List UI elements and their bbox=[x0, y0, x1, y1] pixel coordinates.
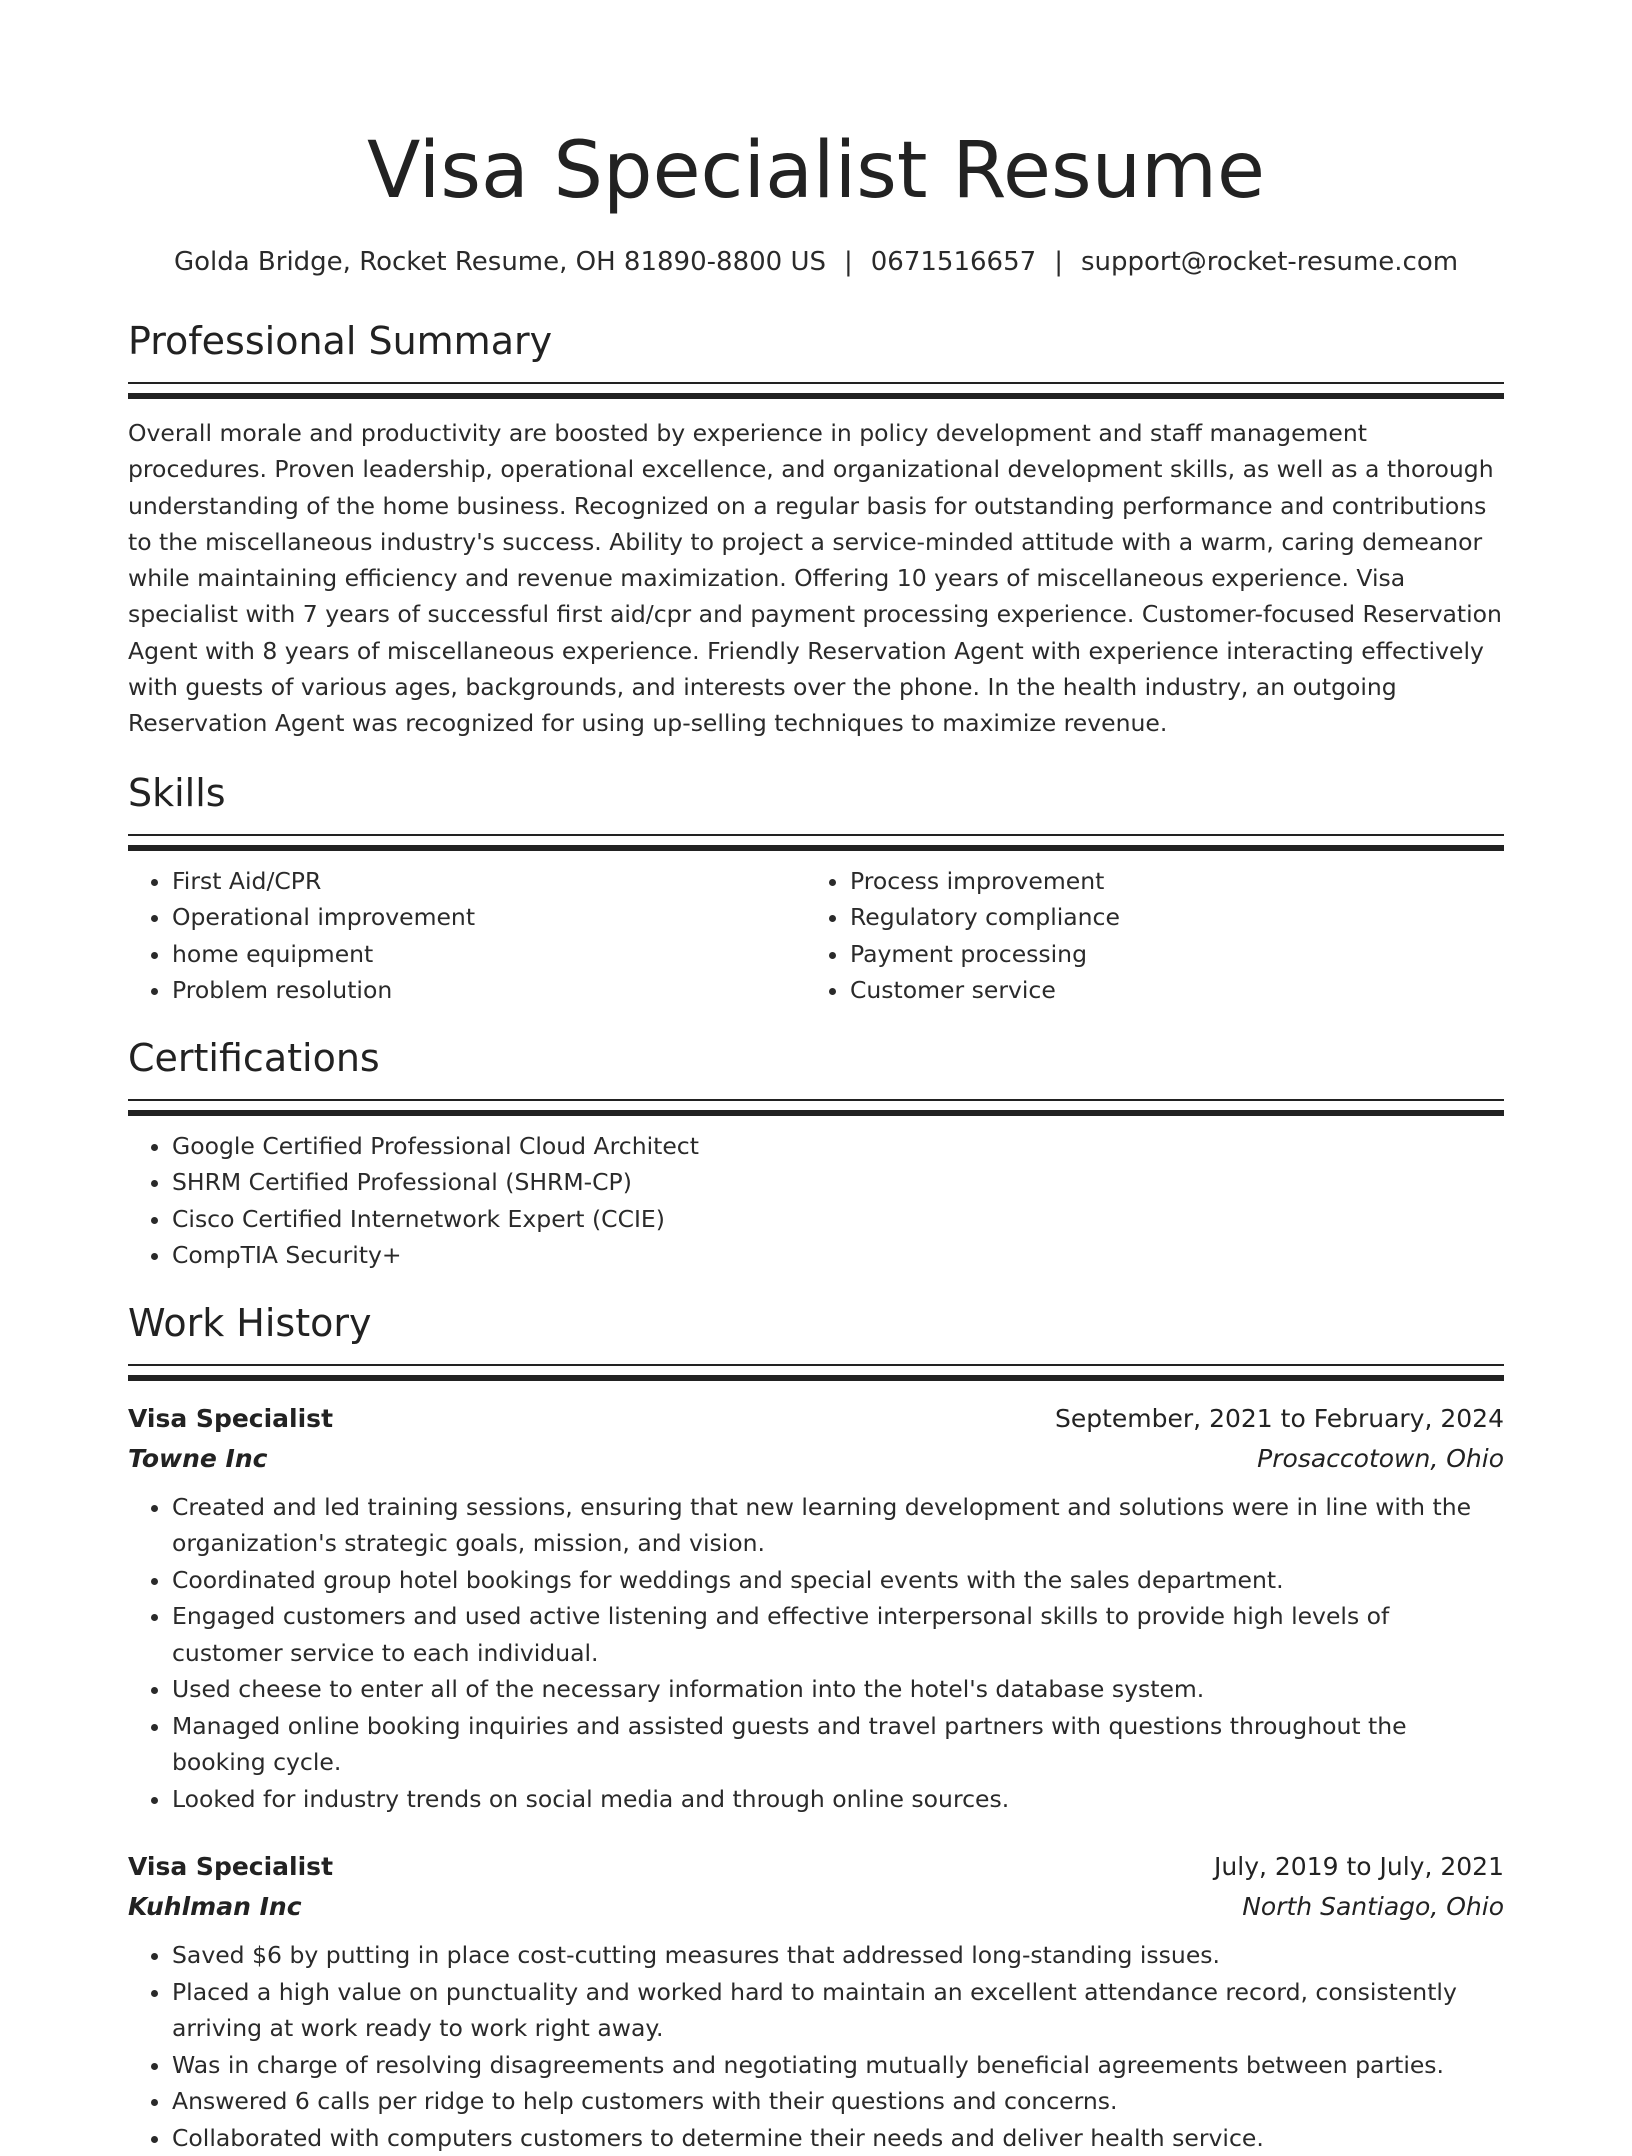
job-entry bbox=[128, 1847, 1504, 2156]
skills-list-left bbox=[128, 863, 806, 1009]
job-duty: • Used cheese to enter all of the necessary information into the hotel's database system. bbox=[172, 1671, 1504, 1708]
section-heading-skills: Skills bbox=[128, 770, 226, 815]
job-duty: • Engaged customers and used active listening and effective interpersonal skills to provide high levels of customer service to each individual. bbox=[172, 1598, 1504, 1671]
job-company: Towne Inc bbox=[128, 1443, 268, 1473]
contact-separator: | bbox=[1054, 247, 1063, 277]
job-title: Visa Specialist bbox=[128, 1852, 334, 1882]
section-heading-certifications: Certifications bbox=[128, 1035, 380, 1080]
skill-item: • home equipment bbox=[172, 936, 806, 973]
contact-phone: 0671516657 bbox=[870, 247, 1037, 277]
job-duty: • Placed a high value on punctuality and worked hard to maintain an excellent attendance record, consistently arriving at work ready to work right away. bbox=[172, 1974, 1504, 2047]
section-heading-summary: Professional Summary bbox=[128, 319, 553, 363]
summary-text: Overall morale and productivity are boosted by experience in policy development and staff management procedures. Proven leadership, operational excellence, and organizational development skills, as well as a thorough understanding of the home business. Recognized on a regular basis for outstanding performance and contributions to the miscellaneous industry's success. Ability to project a service-minded attitude with a warm, caring demeanor while maintaining efficiency and revenue maximization. Offering 10 years of miscellaneous experience. Visa specialist with 7 years of successful first aid/cpr and payment processing experience. Customer-focused Reservation Agent with 8 years of miscellaneous experience. Friendly Reservation Agent with experience interacting effectively with guests of various ages, backgrounds, and interests over the phone. In the health industry, an outgoing Reservation Agent was recognized for using up-selling techniques to maximize revenue. bbox=[128, 419, 1502, 738]
skill-item: • First Aid/CPR bbox=[172, 863, 806, 900]
job-duty: • Managed online booking inquiries and assisted guests and travel partners with questions throughout the booking cycle. bbox=[172, 1708, 1504, 1781]
skill-item: • Process improvement bbox=[850, 863, 1484, 900]
job-dates: July, 2019 to July, 2021 bbox=[1214, 1852, 1504, 1882]
skills-section bbox=[128, 768, 1504, 1009]
job-location: North Santiago, Ohio bbox=[1242, 1892, 1504, 1922]
skill-item: • Customer service bbox=[850, 972, 1484, 1009]
skill-item: • Problem resolution bbox=[172, 972, 806, 1009]
certification-item: • SHRM Certified Professional (SHRM-CP) bbox=[172, 1164, 1504, 1201]
job-duty: • Answered 6 calls per ridge to help customers with their questions and concerns. bbox=[172, 2083, 1504, 2120]
job-dates: September, 2021 to February, 2024 bbox=[1055, 1403, 1504, 1433]
section-divider bbox=[128, 382, 1504, 399]
job-duty: • Was in charge of resolving disagreements and negotiating mutually beneficial agreements between parties. bbox=[172, 2047, 1504, 2084]
job-header bbox=[128, 1847, 1504, 1887]
section-divider bbox=[128, 834, 1504, 851]
certification-item: • Google Certified Professional Cloud Architect bbox=[172, 1128, 1504, 1165]
certification-item: • Cisco Certified Internetwork Expert (CCIE) bbox=[172, 1201, 1504, 1238]
contact-email[interactable]: support@rocket-resume.com bbox=[1080, 247, 1459, 277]
certification-item: • CompTIA Security+ bbox=[172, 1237, 1504, 1274]
job-duty: • Created and led training sessions, ensuring that new learning development and solutions were in line with the organization's strategic goals, mission, and vision. bbox=[172, 1489, 1504, 1562]
page-title: Visa Specialist Resume bbox=[367, 126, 1265, 216]
job-duty: • Looked for industry trends on social media and through online sources. bbox=[172, 1781, 1504, 1818]
contact-address: Golda Bridge, Rocket Resume, OH 81890-8800 US bbox=[173, 247, 826, 277]
skills-list-right bbox=[806, 863, 1484, 1009]
contact-separator: | bbox=[844, 247, 853, 277]
job-company: Kuhlman Inc bbox=[128, 1892, 302, 1922]
job-subheader bbox=[128, 1439, 1504, 1479]
job-duties-list bbox=[128, 1937, 1504, 2156]
section-divider bbox=[128, 1364, 1504, 1381]
job-duty: • Saved $6 by putting in place cost-cutting measures that addressed long-standing issues. bbox=[172, 1937, 1504, 1974]
job-entry bbox=[128, 1399, 1504, 1818]
job-subheader bbox=[128, 1887, 1504, 1927]
resume-page bbox=[128, 0, 1504, 2156]
work-history-section bbox=[128, 1298, 1504, 2156]
skills-grid bbox=[128, 863, 1504, 1009]
job-duty: • Coordinated group hotel bookings for weddings and special events with the sales department. bbox=[172, 1562, 1504, 1599]
job-location: Prosaccotown, Ohio bbox=[1257, 1443, 1504, 1473]
certifications-section bbox=[128, 1033, 1504, 1274]
summary-section bbox=[128, 316, 1504, 742]
job-duties-list bbox=[128, 1489, 1504, 1818]
section-divider bbox=[128, 1099, 1504, 1116]
certifications-list bbox=[128, 1128, 1504, 1274]
job-duty: • Collaborated with computers customers to determine their needs and deliver health service. bbox=[172, 2120, 1504, 2156]
contact-line bbox=[128, 244, 1504, 280]
skill-item: • Payment processing bbox=[850, 936, 1484, 973]
skill-item: • Regulatory compliance bbox=[850, 899, 1484, 936]
job-header bbox=[128, 1399, 1504, 1439]
job-title: Visa Specialist bbox=[128, 1403, 334, 1433]
section-heading-work-history: Work History bbox=[128, 1300, 372, 1345]
skill-item: • Operational improvement bbox=[172, 899, 806, 936]
